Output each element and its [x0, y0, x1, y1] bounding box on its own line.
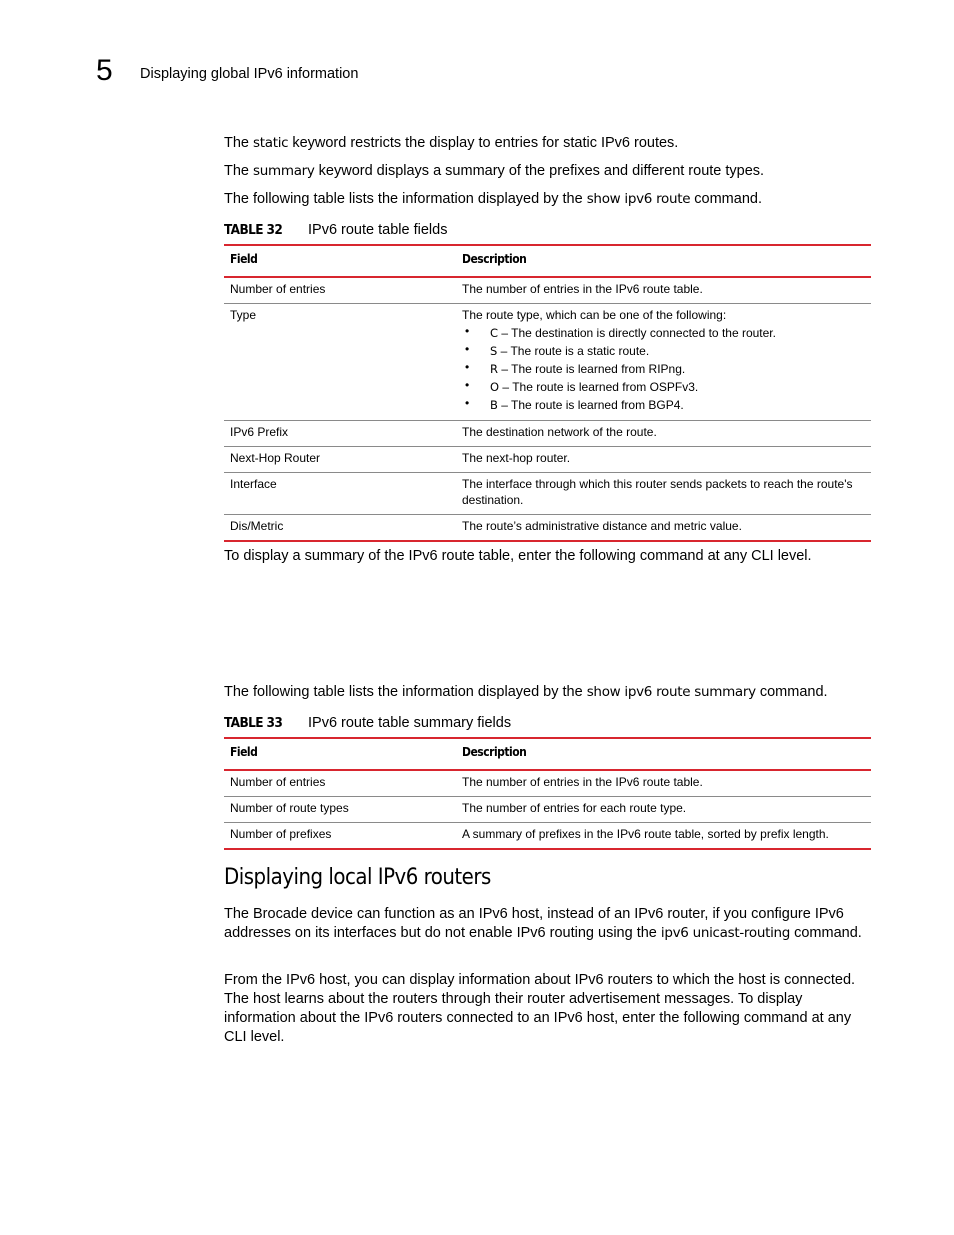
description-cell [456, 304, 871, 421]
bullet-icon: • [465, 324, 470, 338]
route-type-code: O [490, 380, 500, 394]
type-description: The route type, which can be one of the following: [462, 308, 727, 322]
field-cell: Number of prefixes [224, 823, 456, 850]
route-type-code: S [490, 344, 498, 358]
route-type-text: – The route is a static route. [497, 344, 650, 358]
table32-title: IPv6 route table fields [308, 222, 448, 238]
description-cell: The number of entries in the IPv6 route table. [456, 277, 871, 304]
field-cell: Number of entries [224, 277, 456, 304]
field-cell: Type [224, 304, 456, 421]
running-title: Displaying global IPv6 information [140, 66, 359, 82]
bullet-icon: • [465, 342, 470, 356]
field-cell: Number of entries [224, 770, 456, 797]
description-cell: The route’s administrative distance and metric value. [456, 515, 871, 542]
list-item [462, 324, 865, 342]
chapter-number: 5 [96, 54, 113, 87]
table-row [224, 770, 871, 797]
paragraph-table33-intro [224, 683, 872, 702]
field-cell: Dis/Metric [224, 515, 456, 542]
paragraph-table32-intro [224, 190, 872, 209]
route-type-text: – The route is learned from BGP4. [497, 398, 684, 412]
description-cell: The interface through which this router sends packets to reach the route's destination. [456, 473, 871, 515]
bullet-icon: • [465, 360, 470, 374]
field-cell: IPv6 Prefix [224, 421, 456, 447]
table-row [224, 421, 871, 447]
route-type-code: R [490, 362, 498, 376]
paragraph-summary-keyword [224, 162, 872, 181]
table-header-row [224, 245, 871, 277]
bullet-icon: • [465, 396, 470, 410]
column-header-description: Description [456, 738, 871, 770]
route-type-text: – The route is learned from OSPFv3. [499, 380, 699, 394]
text: keyword displays a summary of the prefixes and different route types. [314, 163, 765, 179]
text: The following table lists the information displayed by the [224, 191, 587, 207]
description-cell: The number of entries for each route type. [456, 797, 871, 823]
column-header-field: Field [224, 738, 456, 770]
field-cell: Number of route types [224, 797, 456, 823]
table33-title: IPv6 route table summary fields [308, 715, 512, 731]
text: command. [790, 925, 862, 941]
text: The Brocade device can function as an IPv6 host, instead of an IPv6 router, if you configure IPv6 addresses on its interfaces but do not enable IPv6 routing using the [224, 906, 844, 941]
table-row [224, 304, 871, 421]
text: keyword restricts the display to entries for static IPv6 routes. [288, 135, 679, 151]
paragraph-static-keyword [224, 134, 872, 153]
list-item [462, 378, 865, 396]
paragraph-ipv6-host-routers: From the IPv6 host, you can display information about IPv6 routers to which the host is connected. The host learns about the routers through their router advertisement messages. To display information about the IPv6 routers connected to an IPv6 host, enter the following command at any CLI level. [224, 972, 856, 1045]
description-cell: The destination network of the route. [456, 421, 871, 447]
table-row [224, 277, 871, 304]
paragraph-summary-command: To display a summary of the IPv6 route table, enter the following command at any CLI level. [224, 548, 812, 564]
text: The following table lists the information displayed by the [224, 684, 587, 700]
route-type-text: – The destination is directly connected to the router. [498, 326, 776, 340]
table-row [224, 797, 871, 823]
keyword-show-ipv6-route-summary: show ipv6 route summary [586, 684, 756, 700]
route-type-code: C [490, 326, 499, 340]
table-row [224, 823, 871, 850]
column-header-description: Description [456, 245, 871, 277]
bullet-icon: • [465, 378, 470, 392]
table32 [224, 244, 871, 542]
table33 [224, 737, 871, 850]
table33-caption [224, 715, 511, 731]
field-cell: Next-Hop Router [224, 447, 456, 473]
table-row [224, 473, 871, 515]
list-item [462, 360, 865, 378]
column-header-field: Field [224, 245, 456, 277]
table-row [224, 515, 871, 542]
text: command. [690, 191, 762, 207]
description-cell: A summary of prefixes in the IPv6 route table, sorted by prefix length. [456, 823, 871, 850]
description-cell: The next-hop router. [456, 447, 871, 473]
table32-label: TABLE 32 [224, 222, 283, 238]
keyword-ipv6-unicast-routing: ipv6 unicast-routing [660, 925, 791, 941]
list-item [462, 342, 865, 360]
table32-caption [224, 222, 447, 238]
paragraph-brocade-host [224, 905, 872, 943]
section-heading: Displaying local IPv6 routers [224, 865, 491, 890]
text: The [224, 135, 254, 151]
list-item [462, 396, 865, 414]
table-row [224, 447, 871, 473]
table33-label: TABLE 33 [224, 715, 283, 731]
route-type-text: – The route is learned from RIPng. [498, 362, 686, 376]
text: command. [755, 684, 828, 700]
description-cell: The number of entries in the IPv6 route table. [456, 770, 871, 797]
table-header-row [224, 738, 871, 770]
text: The [224, 163, 254, 179]
field-cell: Interface [224, 473, 456, 515]
keyword-static: static [253, 135, 289, 151]
route-type-code: B [490, 398, 498, 412]
keyword-show-ipv6-route: show ipv6 route [586, 191, 691, 207]
route-type-list [462, 324, 865, 414]
keyword-summary: summary [253, 163, 315, 179]
